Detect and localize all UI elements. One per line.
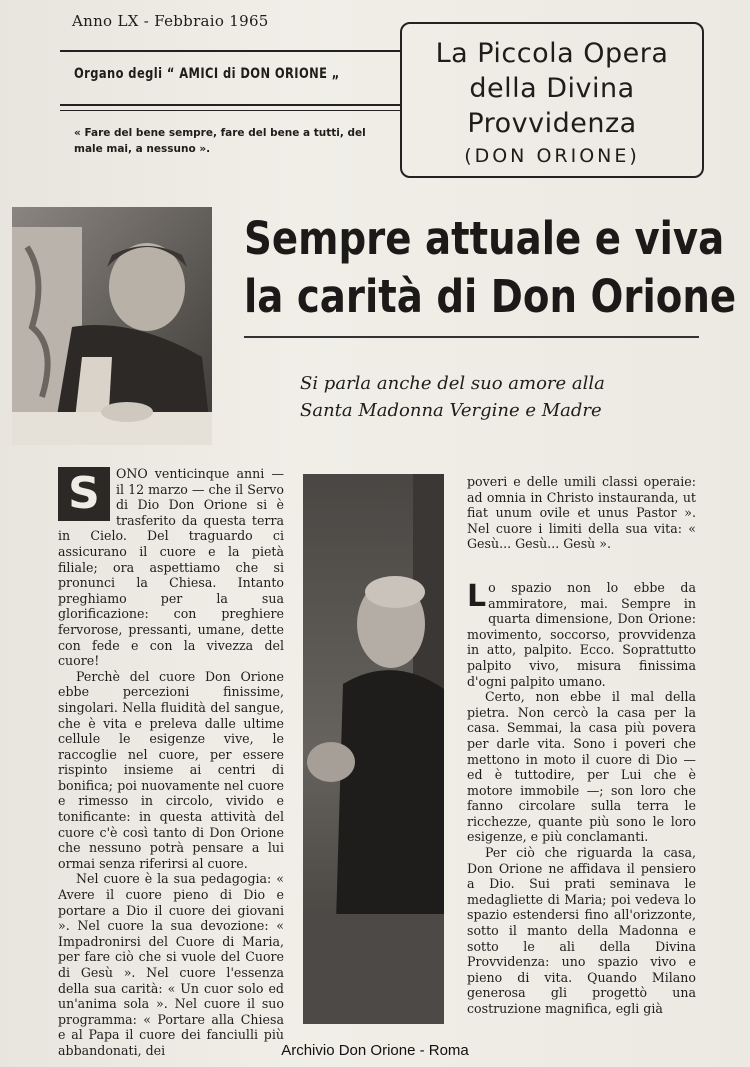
- col3-paragraph-2: [467, 580, 696, 689]
- col3-paragraph-2-text: o spazio non lo ebbe da ammiratore, mai. Sempre in quarta dimensione, Don Orione: movimento, soccorso, provvidenza in atto, palpito. Ecco. Soprattutto palpito vivo, misura finissima d'ogni palpito umano.: [467, 579, 696, 689]
- column-3: [467, 474, 696, 1017]
- masthead-line-4: (DON ORIONE): [464, 145, 640, 167]
- organ-line: Organo degli “ AMICI di DON ORIONE „: [74, 66, 340, 82]
- photo-bishop-signing: [12, 207, 212, 445]
- subtitle: [300, 370, 700, 424]
- masthead-box: [400, 22, 704, 178]
- col1-paragraph-2: Perchè del cuore Don Orione ebbe percezioni finissime, singolari. Nella fluidità del sangue, che è vita e preleva dalle ultime cellule le esigenze vive, le raccoglie nel cuore, per essere rispinto insieme ai centri di bonifica; poi nuovamente nel cuore e rimesso in circolo, vivido e tonificante: in questa attività del cuore c'è così tanto di Don Orione che nessuno potrà pensare a lui ormai senza riferirsi al cuore.: [58, 668, 284, 871]
- column-1: [58, 466, 284, 1059]
- masthead-line-2: della Divina: [469, 73, 635, 104]
- masthead-line-1: La Piccola Opera: [435, 38, 669, 69]
- col1-paragraph-1-text: ONO venticinque anni — il 12 marzo — che il Servo di Dio Don Orione si è trasferito da questa terra in Cielo. Del traguardo ci assicurano il cuore e la pietà filiale; ora aspettiamo che si pronunci la Chiesa. Intanto preghiamo per la sua glorificazione: con preghiere fervorose, pressanti, umane, dette con fede e con la vivezza del cuore!: [58, 466, 284, 669]
- photo-don-orione-illustration: [303, 474, 444, 1024]
- header-rule-mid: [60, 104, 402, 106]
- photo-bishop-illustration: [12, 207, 212, 445]
- dropcap-s: S: [58, 467, 110, 521]
- col1-paragraph-3: Nel cuore è la sua pedagogia: « Avere il cuore pieno di Dio e portare a Dio il cuore dei giovani ». Nel cuore la sua devozione: « Impadronirsi del Cuore di Maria, per fare ciò che si vuole del Cuore di Gesù ». Nel cuore l'essenza della sua carità: « Un cuor solo ed un'anima sola ». Nel cuore il suo programma: « Portare alla Chiesa e al Papa il cuore dei fanciulli più abbandonati, dei: [58, 871, 284, 1058]
- motto: « Fare del bene sempre, fare del bene a tutti, del male mai, a nessuno ».: [74, 127, 366, 155]
- headline-line-2: la carità di Don Orione: [244, 270, 737, 323]
- col3-paragraph-4: Per ciò che riguarda la casa, Don Orione ne affidava il pensiero a Dio. Sui prati seminava le medagliette di Maria; poi vedeva lo spazio estendersi fino all'orizzonte, sotto il manto della Madonna e sotto le ali della Divina Provvidenza: uno spazio vivo e pieno di vita. Quando Milano generosa gli progettò una costruzione magnifica, egli già: [467, 845, 696, 1016]
- issue-date: Anno LX - Febbraio 1965: [72, 12, 269, 30]
- header-rule-mid-thin: [60, 110, 402, 111]
- masthead-line-3: Provvidenza: [467, 108, 637, 139]
- photo-don-orione: [303, 474, 444, 1024]
- headline-rule: [244, 336, 699, 338]
- col1-paragraph-1: [58, 466, 284, 669]
- col3-paragraph-3: Certo, non ebbe il mal della pietra. Non cercò la casa per la casa. Semmai, la casa più povera per darle vita. Sono i poveri che mettono in moto il cuore di Dio — ed è tuttodire, per Lui che è motore immobile —; son loro che fanno circolare sulla terra le ricchezze, quante più sono le loro esigenze, e più conclamanti.: [467, 689, 696, 845]
- subtitle-line-1: Si parla anche del suo amore alla: [300, 373, 605, 394]
- header-rule-top: [60, 50, 402, 52]
- col3-paragraph-1: poveri e delle umili classi operaie: ad omnia in Christo instauranda, ut fiat unum ovile et unus Pastor ». Nel cuore i limiti della sua vita: « Gesù... Gesù... Gesù ».: [467, 474, 696, 552]
- headline-line-1: Sempre attuale e viva: [244, 212, 725, 265]
- subtitle-line-2: Santa Madonna Vergine e Madre: [300, 400, 602, 421]
- headline: [244, 210, 737, 326]
- initial-l: L: [467, 578, 487, 614]
- archive-caption: Archivio Don Orione - Roma: [281, 1042, 469, 1059]
